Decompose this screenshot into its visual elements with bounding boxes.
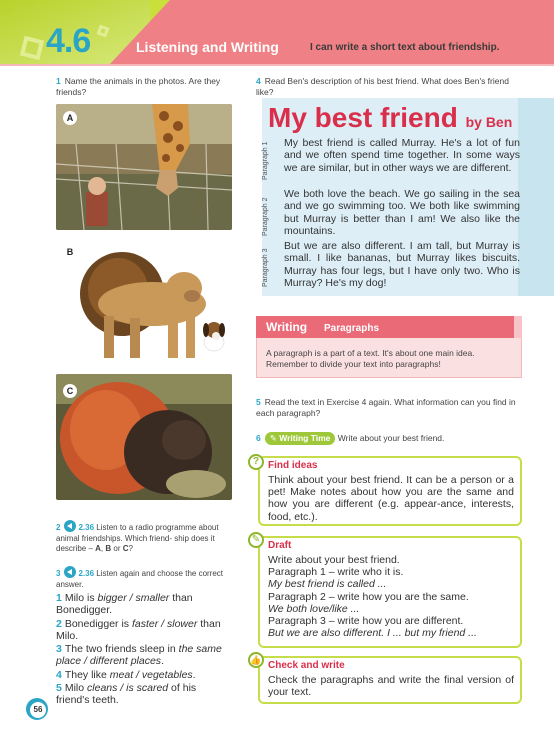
audio-play-icon[interactable] xyxy=(64,520,76,532)
item-choice[interactable]: faster / slower xyxy=(131,618,198,630)
paragraph-label-1: Paragraph 1 xyxy=(262,141,269,180)
item-text: The two friends sleep in xyxy=(64,643,179,655)
check-and-write-text: Check the paragraphs and write the final version of your text. xyxy=(268,674,514,699)
item-text-end: of his friend's teeth. xyxy=(56,682,197,706)
instruction-text: Listen to a radio programme about animal friendships. Which friend- xyxy=(56,523,219,543)
item-text-end: . xyxy=(192,669,196,681)
item-text-end: than Bonedigger. xyxy=(56,592,193,616)
instruction-text: Listen again and choose the correct answer. xyxy=(56,569,224,589)
item-text: They like xyxy=(64,669,110,681)
audio-play-icon[interactable] xyxy=(64,566,76,578)
photo-label-c: C xyxy=(63,384,77,398)
item-text: Bonedigger is xyxy=(64,618,132,630)
item-number: 4 xyxy=(56,669,62,681)
question-icon: ? xyxy=(248,454,264,470)
writing-tip-subtitle: Paragraphs xyxy=(324,323,380,334)
reading-paragraph-3: But we are also different. I am tall, but Murray is small. I like bananas, but Murray likes biscuits. Murray has four legs, but I have only two. Who is Murray? He's my dog! xyxy=(284,240,520,289)
photo-b-lion-puppy xyxy=(56,238,232,366)
exercise-3-instruction xyxy=(56,566,238,590)
draft-line: Write about your best friend. xyxy=(268,554,400,566)
instruction-text-2: ship does it describe – xyxy=(56,533,215,553)
exercise-number: 4 xyxy=(256,76,261,86)
exercise-6-instruction xyxy=(256,432,522,445)
item-number: 1 xyxy=(56,592,62,604)
page-number: 56 xyxy=(30,702,46,718)
reading-paragraph-2: We both love the beach. We go sailing in the sea and we go swimming too. We both like swimming but Murray is better than I am! We also like the mountains. xyxy=(284,188,520,237)
draft-line: Paragraph 2 – write how you are the same. xyxy=(268,590,469,603)
exercise-4-instruction xyxy=(256,76,524,98)
audio-track-number: 2.36 xyxy=(78,523,95,532)
draft-example-line: We both love/like ... xyxy=(268,602,360,615)
or-word: or xyxy=(113,544,121,553)
instruction-text: Name the animals in the photos. Are they friends? xyxy=(56,76,221,97)
paragraph-label-3: Paragraph 3 xyxy=(262,248,269,287)
item-choice[interactable]: meat / vegetables xyxy=(109,669,193,681)
reading-title-text: My best friend xyxy=(268,102,458,133)
exercise-number: 3 xyxy=(56,569,61,578)
item-text: Milo is xyxy=(64,592,98,604)
instruction-text: Read the text in Exercise 4 again. What information can you find in each paragraph? xyxy=(256,397,516,418)
question-mark: ? xyxy=(128,544,133,553)
writing-tip-title: Writing xyxy=(266,320,308,334)
exercise-number: 1 xyxy=(56,76,61,86)
photo-label-a: A xyxy=(63,111,77,125)
item-text-end: than Milo. xyxy=(56,618,221,642)
pencil-icon: ✎ xyxy=(248,532,264,548)
thumbs-up-icon: 👍 xyxy=(248,652,264,668)
item-choice[interactable]: bigger / smaller xyxy=(97,592,170,604)
draft-title: Draft xyxy=(268,540,292,551)
writing-tip-header-edge xyxy=(514,316,522,338)
item-number: 5 xyxy=(56,682,62,694)
item-number: 2 xyxy=(56,618,62,630)
draft-example-line: My best friend is called ... xyxy=(268,578,387,591)
writing-time-label: Writing Time xyxy=(279,433,331,443)
lesson-title: Listening and Writing xyxy=(136,39,279,55)
item-choice[interactable]: the same place / different places xyxy=(56,643,222,667)
find-ideas-text: Think about your best friend. It can be a person or a pet! Make notes about how you are the same and how you are different (e.g. appear-ance, interests, food, etc.). xyxy=(268,474,514,523)
header-divider xyxy=(0,64,554,66)
exercise-number: 2 xyxy=(56,523,61,532)
answer-item-5 xyxy=(56,682,232,706)
photo-a-giraffe xyxy=(56,104,232,230)
option-b: B xyxy=(105,544,112,553)
reading-paragraph-1: My best friend is called Murray. He's a lot of fun and we often spend time together. In some ways we are similar, but in other ways we are different. xyxy=(284,137,520,174)
lesson-header xyxy=(0,0,554,64)
instruction-text: Read Ben's description of his best friend. What does Ben's friend like? xyxy=(256,76,509,97)
item-number: 3 xyxy=(56,643,62,655)
draft-text xyxy=(268,554,514,639)
exercise-1-instruction xyxy=(56,76,236,98)
exercise-2-instruction: 2 2.36 Listen to a radio programme about animal friendships. Which friend- ship does it describe – A, B or C? xyxy=(56,520,238,555)
exercise-number: 5 xyxy=(256,397,261,407)
exercise-number: 6 xyxy=(256,433,261,443)
lesson-number: 4.6 xyxy=(46,22,91,60)
exercise-5-instruction xyxy=(256,397,522,419)
item-text-end: . xyxy=(161,655,164,667)
paragraph-label-2: Paragraph 2 xyxy=(262,197,269,236)
audio-track-number: 2.36 xyxy=(78,569,95,578)
answer-item-3 xyxy=(56,643,232,667)
answer-item-2 xyxy=(56,618,232,642)
item-choice[interactable]: cleans / is scared xyxy=(87,682,169,694)
reading-card-edge xyxy=(518,98,554,296)
option-c: C xyxy=(122,544,129,553)
find-ideas-title: Find ideas xyxy=(268,460,318,471)
draft-line: Paragraph 3 – write how you are different. xyxy=(268,615,464,628)
lesson-goal: I can write a short text about friendship. xyxy=(310,42,500,53)
photo-label-b: B xyxy=(63,245,77,259)
photo-c-dog-monkey xyxy=(56,374,232,500)
writing-tip-text: A paragraph is a part of a text. It's about one main idea. Remember to divide your text into paragraphs! xyxy=(266,348,475,369)
answer-item-1 xyxy=(56,592,232,616)
reading-author: by Ben xyxy=(465,114,513,130)
item-text: Milo xyxy=(64,682,88,694)
draft-example-line: But we are also different. I ... but my friend ... xyxy=(268,627,477,640)
answer-item-4 xyxy=(56,669,232,681)
instruction-text: Write about your best friend. xyxy=(337,433,445,443)
option-a: A xyxy=(95,544,101,553)
check-and-write-title: Check and write xyxy=(268,660,345,671)
reading-title xyxy=(268,102,512,134)
draft-line: Paragraph 1 – write who it is. xyxy=(268,566,404,579)
writing-time-badge: ✎ Writing Time xyxy=(265,432,336,445)
